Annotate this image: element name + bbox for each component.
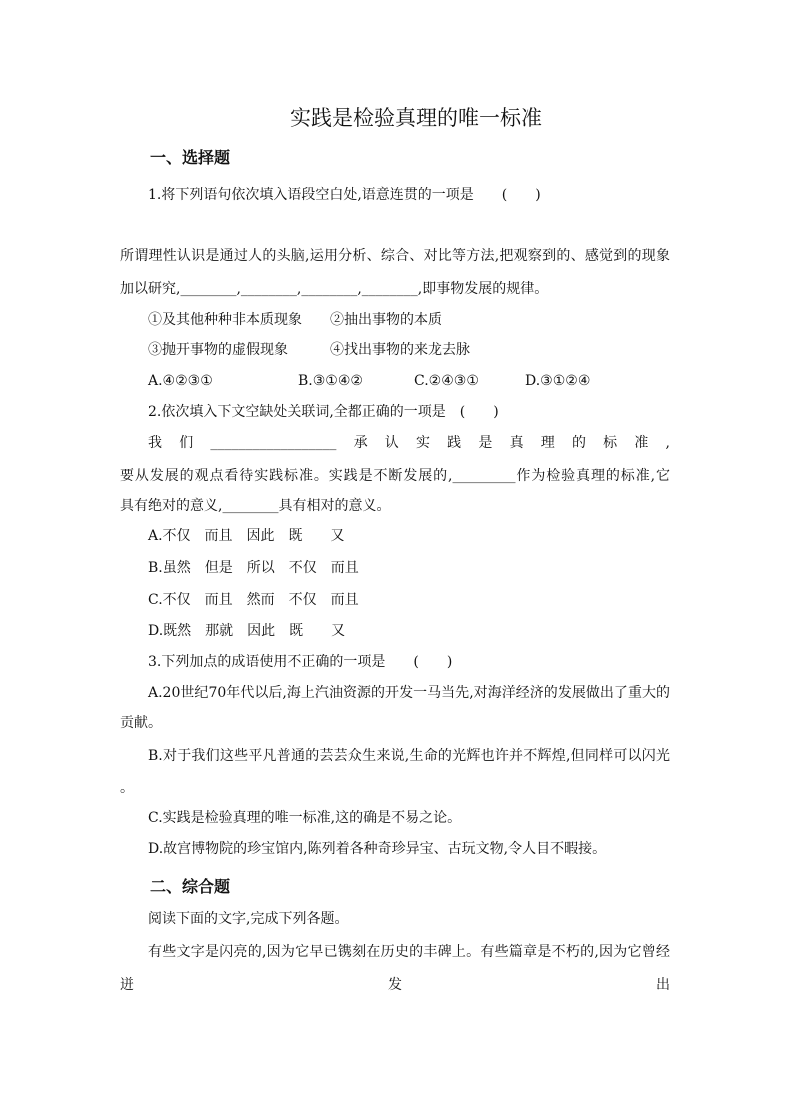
section2-passage-line-1: 有些文字是闪亮的,因为它早已镌刻在历史的丰碑上。有些篇章是不朽的,因为它曾经	[148, 944, 670, 960]
q2-passage-line-3: 具有绝对的意义,________具有相对的意义。	[120, 498, 391, 514]
q3-choice-a-continued: 贡献。	[120, 715, 162, 731]
q2-stem: 2.依次填入下文空缺处关联词,全都正确的一项是 ( )	[148, 404, 499, 420]
q3-stem: 3.下列加点的成语使用不正确的一项是 ( )	[148, 654, 453, 670]
q3-choice-d: D.故宫博物院的珍宝馆内,陈列着各种奇珍异宝、古玩文物,令人目不暇接。	[148, 841, 607, 857]
q1-choice-b: B.③①④②	[298, 373, 363, 389]
section2-instruction: 阅读下面的文字,完成下列各题。	[148, 911, 349, 927]
q2-passage-line-2: 要从发展的观点看待实践标准。实践是不断发展的,_________作为检验真理的标准,它	[120, 468, 670, 484]
q2-choice-d: D.既然 那就 因此 既 又	[148, 623, 346, 639]
q1-choice-a: A.④②③①	[148, 373, 213, 389]
section-heading-choice-questions: 一、选择题	[150, 148, 231, 167]
q3-choice-b: B.对于我们这些平凡普通的芸芸众生来说,生命的光辉也许并不辉煌,但同样可以闪光	[148, 748, 670, 764]
document-title: 实践是检验真理的唯一标准	[290, 106, 542, 130]
q2-choice-b: B.虽然 但是 所以 不仅 而且	[148, 560, 359, 576]
q1-choice-d: D.③①②④	[525, 373, 591, 389]
q1-passage-line-1: 所谓理性认识是通过人的头脑,运用分析、综合、对比等方法,把观察到的、感觉到的现象	[120, 248, 670, 264]
q3-choice-b-continued: 。	[120, 780, 134, 796]
section-heading-comprehensive: 二、综合题	[150, 877, 231, 896]
section2-passage-line-2: 迸发出	[120, 977, 670, 993]
q2-passage-line-1: 我们__________________承认实践是真理的标准,	[148, 435, 670, 451]
q1-passage-line-2: 加以研究,________,________,________,________,即事物发展的规律。	[120, 281, 549, 297]
q1-stem: 1.将下列语句依次填入语段空白处,语意连贯的一项是 ( )	[148, 187, 541, 203]
q1-items-line-2: ③抛开事物的虚假现象 ④找出事物的来龙去脉	[148, 342, 470, 358]
q1-choices	[0, 371, 790, 391]
q2-choice-a: A.不仅 而且 因此 既 又	[148, 528, 345, 544]
q1-choice-c: C.②④③①	[414, 373, 479, 389]
q1-items-line-1: ①及其他种种非本质现象 ②抽出事物的本质	[148, 312, 442, 328]
q2-choice-c: C.不仅 而且 然而 不仅 而且	[148, 592, 359, 608]
q3-choice-a: A.20世纪70年代以后,海上汽油资源的开发一马当先,对海洋经济的发展做出了重大的	[148, 685, 670, 701]
q3-choice-c: C.实践是检验真理的唯一标准,这的确是不易之论。	[148, 810, 462, 826]
